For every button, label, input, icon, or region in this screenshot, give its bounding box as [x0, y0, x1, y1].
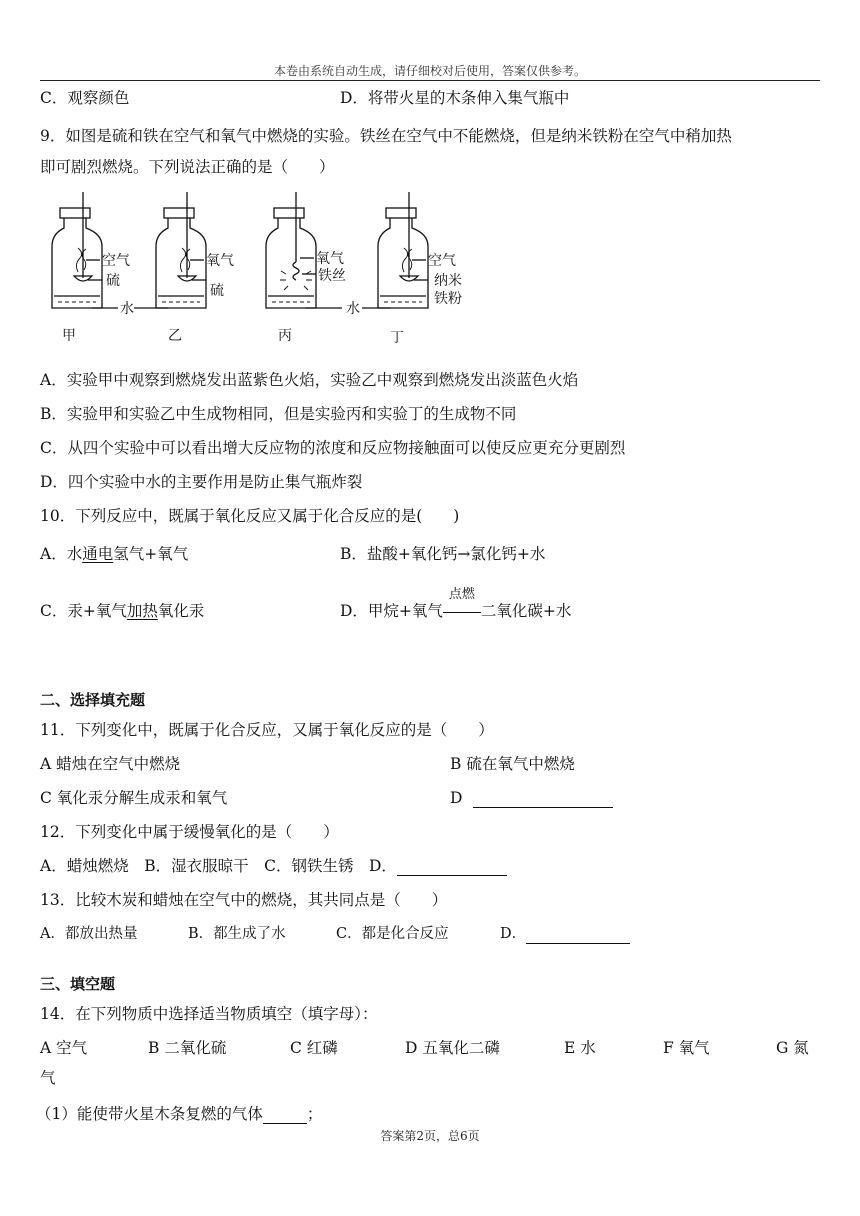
q10-a-prefix: A．水 [40, 545, 83, 563]
q11-d-blank[interactable] [473, 791, 613, 808]
q12-options [40, 856, 507, 876]
q13-stem: 13．比较木炭和蜡烛在空气中的燃烧，其共同点是（ ） [40, 891, 448, 909]
jar-3 [266, 192, 316, 308]
q11-stem: 11．下列变化中，既属于化合反应，又属于氧化反应的是（ ） [40, 721, 494, 739]
jar-4-lid [386, 208, 416, 218]
q10-c-suffix: 氧化汞 [157, 602, 205, 620]
jar-3-label-top: 氧气 [316, 251, 344, 267]
q11-option-d [450, 788, 613, 808]
q14-choice-d: D 五氧化二磷 [405, 1039, 500, 1057]
jar-1-label-mid: 硫 [106, 273, 120, 289]
q13-option-c: C．都是化合反应 [336, 926, 449, 942]
header-divider [40, 80, 820, 81]
q9-stem-line2: 即可剧烈燃烧。下列说法正确的是（ ） [40, 158, 335, 176]
jar-3-lid [274, 208, 304, 218]
q11-option-b: B 硫在氧气中燃烧 [450, 755, 575, 773]
jar-2 [156, 192, 206, 308]
q10-a-condition: 通电 [82, 545, 114, 563]
jar-1 [52, 192, 102, 308]
q8-option-c: C．观察颜色 [40, 89, 130, 107]
q10-c-condition: 加热 [126, 602, 158, 620]
q8-option-d: D．将带火星的木条伸入集气瓶中 [340, 89, 570, 107]
q10-option-a [40, 544, 188, 564]
section-2-title: 二、选择填充题 [40, 691, 146, 709]
q10-stem: 10．下列反应中，既属于氧化反应又属于化合反应的是( ) [40, 507, 460, 525]
q14-stem: 14．在下列物质中选择适当物质填空（填字母）： [40, 1005, 378, 1023]
jar-4-label-mid2: 铁粉 [434, 291, 462, 307]
q14-choice-tail: 气 [40, 1069, 56, 1087]
q12-stem: 12．下列变化中属于缓慢氧化的是（ ） [40, 823, 339, 841]
q9-option-c: C．从四个实验中可以看出增大反应物的浓度和反应物接触面可以使反应更充分更剧烈 [40, 439, 626, 457]
jar-1-lid [60, 208, 90, 218]
q14-choice-f: F 氧气 [663, 1039, 710, 1057]
q14-choice-a: A 空气 [40, 1039, 88, 1057]
jar-3-label-mid: 铁丝 [318, 268, 346, 284]
jar-4-label-top: 空气 [428, 253, 456, 269]
q13-d-label: D． [500, 926, 527, 942]
q12-d-blank[interactable] [397, 859, 507, 876]
jar-1-caption: 甲 [62, 328, 76, 344]
jar-4-smoke [402, 248, 412, 272]
q13-option-a: A．都放出热量 [40, 926, 138, 942]
q10-d-condition-arrow [443, 587, 481, 621]
jar-2-label-top: 氧气 [206, 253, 234, 269]
q14-sub1-blank[interactable] [263, 1107, 307, 1124]
q10-option-c [40, 601, 204, 621]
q10-d-suffix: 二氧化碳+水 [480, 602, 572, 620]
header-notice: 本卷由系统自动生成，请仔细校对后使用，答案仅供参考。 [273, 64, 586, 78]
jar-4 [378, 192, 428, 308]
q10-d-condition-bar [443, 612, 481, 613]
jar-3-body [266, 218, 316, 308]
q10-option-b: B．盐酸+氧化钙→氯化钙+水 [340, 545, 546, 563]
jar-3-iron-wire-coil [293, 262, 299, 280]
q13-option-d [500, 924, 630, 944]
q14-choice-b: B 二氧化硫 [148, 1039, 227, 1057]
q10-c-prefix: C．汞+氧气 [40, 602, 127, 620]
q14-sub1-end: ； [306, 1105, 323, 1123]
q10-a-suffix: 氢气+氧气 [113, 545, 189, 563]
jar-2-smoke [180, 248, 190, 272]
jar-1-smoke [76, 248, 86, 272]
q13-option-b: B．都生成了水 [188, 926, 286, 942]
q10-d-prefix: D．甲烷+氧气 [340, 602, 443, 620]
jar-4-label-mid: 纳米 [434, 273, 462, 289]
q14-sub1-text: （1）能使带火星木条复燃的气体 [36, 1105, 263, 1123]
q11-option-c: C 氧化汞分解生成汞和氧气 [40, 789, 228, 807]
jar-4-caption: 丁 [390, 330, 404, 346]
q10-d-condition: 点燃 [448, 587, 475, 602]
jar-1-label-top: 空气 [102, 253, 130, 269]
q9-experiment-figure [40, 190, 480, 350]
q14-choice-e: E 水 [564, 1039, 596, 1057]
q9-option-a: A．实验甲中观察到燃烧发出蓝紫色火焰，实验乙中观察到燃烧发出淡蓝色火焰 [40, 371, 579, 389]
jar-2-lid [164, 208, 194, 218]
q10-option-d [340, 587, 572, 621]
q14-sub1 [36, 1104, 322, 1124]
q12-options-text: A．蜡烛燃烧 B．湿衣服晾干 C．钢铁生锈 D． [40, 857, 397, 875]
water-label-1: 水 [120, 301, 134, 317]
q11-d-label: D [450, 789, 463, 807]
q14-choice-g: G 氮 [776, 1039, 809, 1057]
water-label-2: 水 [346, 301, 360, 317]
jar-2-label-mid: 硫 [210, 283, 224, 299]
footer-page-info: 答案第2页，总6页 [380, 1129, 480, 1143]
q13-d-blank[interactable] [526, 927, 630, 944]
q11-option-a: A 蜡烛在空气中燃烧 [40, 755, 181, 773]
jar-2-caption: 乙 [168, 328, 182, 344]
q9-option-b: B．实验甲和实验乙中生成物相同，但是实验丙和实验丁的生成物不同 [40, 405, 517, 423]
q9-stem-line1: 9．如图是硫和铁在空气和氧气中燃烧的实验。铁丝在空气中不能燃烧，但是纳米铁粉在空气中稍加热 [40, 127, 732, 145]
q9-option-d: D．四个实验中水的主要作用是防止集气瓶炸裂 [40, 473, 363, 491]
jar-3-caption: 丙 [278, 328, 292, 344]
q14-choice-c: C 红磷 [290, 1039, 338, 1057]
section-3-title: 三、填空题 [40, 975, 116, 993]
